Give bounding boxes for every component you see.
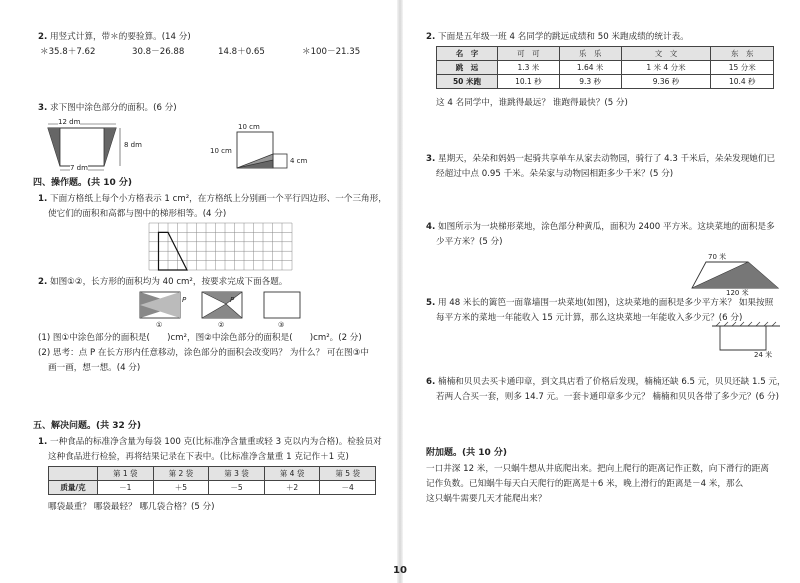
question-number: 5.: [426, 298, 436, 308]
table-header: 第 3 袋: [209, 467, 265, 481]
table-cell: 9.36 秒: [621, 75, 711, 89]
section-4-title: 四、操作题。(共 10 分): [33, 178, 133, 188]
table-header: 第 2 袋: [153, 467, 209, 481]
sub-question-2-cont: 画一画，想一想。(4 分): [48, 363, 141, 373]
bonus-line-1: 一口井深 12 米，一只蜗牛想从井底爬出来。把向上爬行的距离记作正数，向下滑行的距离: [426, 464, 769, 474]
operation-question-1-cont: 使它们的面积和高都与图中的梯形相等。(4 分): [48, 209, 227, 219]
table-cell: 1 米 4 分米: [621, 61, 711, 75]
operation-question-2: [38, 276, 287, 288]
question-number: 2.: [38, 277, 48, 287]
table-row: [437, 75, 774, 89]
table-cell: 10.4 秒: [711, 75, 774, 89]
bonus-line-2: 记作负数。已知蜗牛每天白天爬行的距离是＋6 米，晚上滑行的距离是－4 米，那么: [426, 479, 744, 489]
page-number: 10: [393, 565, 407, 576]
dim-right-label: 8 dm: [124, 141, 142, 149]
question-number: 2.: [38, 32, 48, 42]
table-header: 第 1 袋: [98, 467, 154, 481]
sports-table: [436, 46, 774, 89]
figure-label-1: ①: [156, 321, 163, 329]
table-cell: 9.3 秒: [559, 75, 621, 89]
table-row: [49, 481, 376, 495]
table-cell: 1.64 米: [559, 61, 621, 75]
question-text: 下面方格纸上每个小方格表示 1 cm²，在方格纸上分别画一个平行四边形、一个三角形，: [49, 194, 387, 204]
problem-4: [426, 221, 775, 233]
question-text: 用 48 米长的篱笆一面靠墙围一块菜地(如图)，这块菜地的面积是多少平方米？ 如果按照: [437, 298, 774, 308]
question-text: 如图所示为一块梯形菜地，涂色部分种黄瓜，面积为 2400 平方米。这块菜地的面积是多: [437, 222, 775, 232]
field-bottom-label: 120 米: [726, 289, 749, 297]
table-row: [437, 61, 774, 75]
question-number: 4.: [426, 222, 436, 232]
question-text: 楠楠和贝贝去买卡通印章，到文具店看了价格后发现，楠楠还缺 6.5 元，贝贝还缺 1.5 元，: [437, 377, 786, 387]
question-number: 6.: [426, 377, 436, 387]
question-text: 下面是五年级一班 4 名同学的跳远成绩和 50 米跑成绩的统计表。: [437, 32, 689, 42]
question-number: 2.: [426, 32, 436, 42]
dim-top-label: 12 dm: [58, 118, 81, 126]
table-header: 可 可: [498, 47, 560, 61]
square-triangle-figure: [222, 130, 292, 170]
question-number: 3.: [38, 103, 48, 113]
sub-question-1: (1) 图①中涂色部分的面积是( )cm²，图②中涂色部分的面积是( )cm²。(2 分): [38, 333, 362, 343]
bonus-line-3: 这只蜗牛需要几天才能爬出来？: [426, 494, 547, 504]
question-text: 如图①②，长方形的面积均为 40 cm²，按要求完成下面各题。: [49, 277, 288, 287]
point-p-label-1: P: [182, 296, 187, 304]
table-header: 第 5 袋: [320, 467, 376, 481]
table-header: 第 4 袋: [264, 467, 320, 481]
point-p-label-2: P: [230, 296, 235, 304]
table-cell: －4: [320, 481, 376, 495]
table-cell: －1: [98, 481, 154, 495]
problem-1-question: 哪袋最重？ 哪袋最轻？ 哪几袋合格？(5 分): [48, 502, 215, 512]
table-header-row: [49, 467, 376, 481]
table-cell: 10.1 秒: [498, 75, 560, 89]
problem-4-cont: 少平方米？(5 分): [436, 237, 503, 247]
rectangles-figure: [140, 290, 300, 324]
table-header: 文 文: [621, 47, 711, 61]
row-label: 50 米跑: [437, 75, 498, 89]
calc-item-4: ＊100－21.35: [302, 47, 361, 57]
problem-2: [426, 31, 689, 43]
problem-5-cont: 每平方米的菜地一年能收入 15 元计算，那么这块菜地一年能收入多少元？(6 分): [436, 313, 743, 323]
problem-3: [426, 153, 775, 165]
problem-6-cont: 若两人合买一套，则多 14.7 元。一套卡通印章多少元？ 楠楠和贝贝各带了多少元？(6 分): [436, 392, 780, 402]
table-cell: 15 分米: [711, 61, 774, 75]
table-cell: ＋5: [153, 481, 209, 495]
question-number: 3.: [426, 154, 436, 164]
row-label: 质量/克: [49, 481, 98, 495]
small-square-label: 4 cm: [290, 157, 308, 165]
dim-bottom-label: 7 dm: [70, 164, 88, 172]
question-text: 用竖式计算，带＊的要验算。(14 分): [49, 32, 191, 42]
problem-2-question: 这 4 名同学中，谁跳得最远？ 谁跑得最快？(5 分): [436, 98, 628, 108]
right-page: [400, 0, 800, 583]
field-top-label: 70 米: [708, 253, 727, 261]
problem-3-cont: 经超过中点 0.95 千米。朵朵家与动物园相距多少千米？(5 分): [436, 169, 674, 179]
operation-question-1: [38, 193, 387, 205]
calc-item-2: 30.8－26.88: [132, 47, 185, 57]
question-text: 求下图中涂色部分的面积。(6 分): [49, 103, 177, 113]
table-header-row: [437, 47, 774, 61]
table-cell: 1.3 米: [498, 61, 560, 75]
problem-1-cont: 这种食品进行检验，再将结果记录在下表中。(比标准净含量重 1 克记作＋1 克): [48, 452, 349, 462]
question-2: [38, 31, 191, 43]
question-3: [38, 102, 177, 114]
bonus-section-title: 附加题。(共 10 分): [426, 448, 508, 458]
question-text: 一种食品的标准净含量为每袋 100 克(比标准净含量重或轻 3 克以内为合格)。检验员对: [49, 437, 382, 447]
table-header: 名 字: [437, 47, 498, 61]
table-cell: ＋2: [264, 481, 320, 495]
section-5-title: 五、解决问题。(共 32 分): [33, 421, 142, 431]
question-number: 1.: [38, 437, 48, 447]
problem-1: [38, 436, 382, 448]
table-cell: －5: [209, 481, 265, 495]
figure-label-2: ②: [218, 321, 225, 329]
grid-paper[interactable]: [149, 223, 294, 271]
weight-table: [48, 466, 376, 495]
calc-item-3: 14.8＋0.65: [218, 47, 265, 57]
square-top-label: 10 cm: [238, 123, 260, 131]
fence-side-label: 24 米: [754, 351, 773, 359]
calc-item-1: ＊35.8＋7.62: [40, 47, 96, 57]
problem-5: [426, 297, 773, 309]
table-header: [49, 467, 98, 481]
problem-6: [426, 376, 786, 388]
table-header: 东 东: [711, 47, 774, 61]
row-label: 跳 远: [437, 61, 498, 75]
question-number: 1.: [38, 194, 48, 204]
figure-label-3: ③: [278, 321, 285, 329]
sub-question-2: (2) 思考：点 P 在长方形内任意移动，涂色部分的面积会改变吗？ 为什么？ 可在图③中: [38, 348, 369, 358]
square-left-label: 10 cm: [210, 147, 232, 155]
table-header: 乐 乐: [559, 47, 621, 61]
question-text: 星期天，朵朵和妈妈一起骑共享单车从家去动物园，骑行了 4.3 千米后，朵朵发现她们已: [437, 154, 776, 164]
